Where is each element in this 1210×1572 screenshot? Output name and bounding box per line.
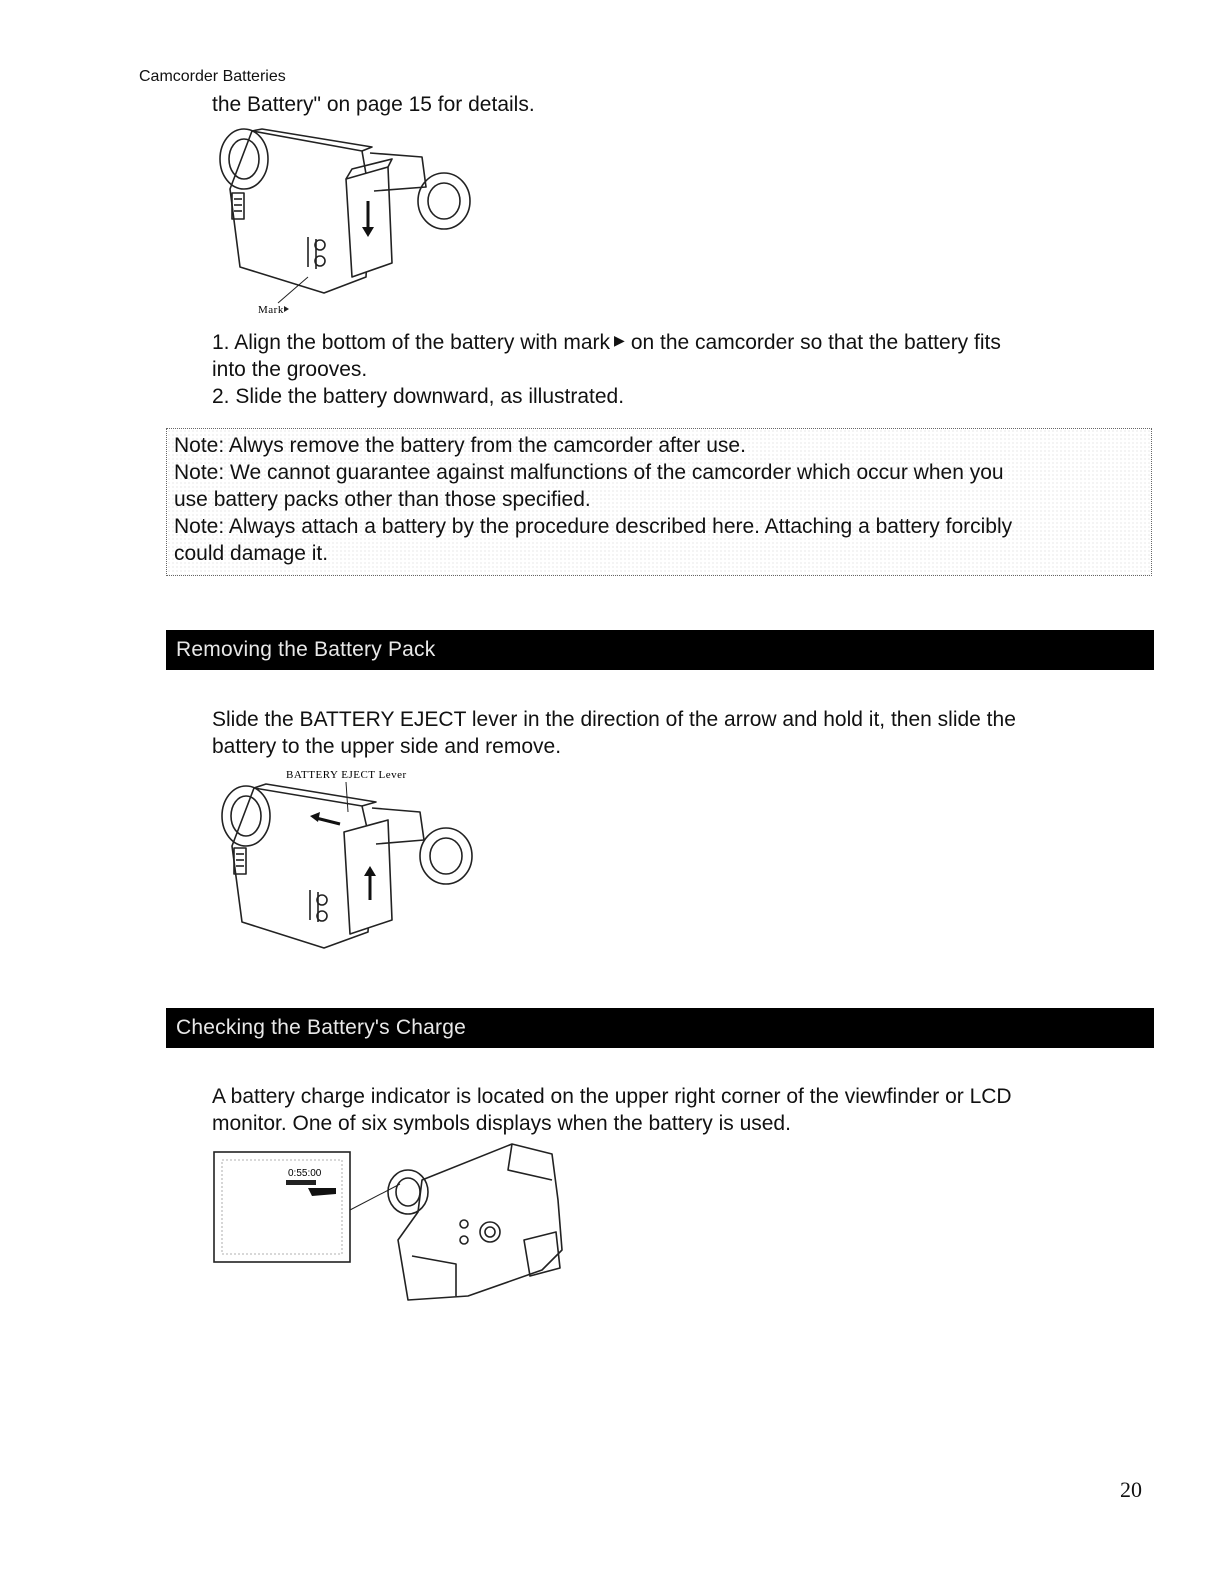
lens-barrel [220, 129, 268, 189]
battery-eject-lever-label: BATTERY EJECT Lever [286, 769, 407, 781]
step-1-continued: into the grooves. [212, 358, 368, 381]
step-2: 2. Slide the battery downward, as illustrated. [212, 385, 625, 408]
page-number: 20 [1120, 1477, 1142, 1502]
note-attach-line2: could damage it. [174, 542, 329, 565]
note-guarantee-line1: Note: We cannot guarantee against malfunctions of the camcorder which occur when you [174, 461, 1004, 484]
mark-label: Mark [258, 304, 284, 316]
mark-arrow-icon: ▶ [614, 332, 625, 348]
note-guarantee-line2: use battery packs other than those specified. [174, 488, 591, 511]
note-remove-after-use: Note: Alwys remove the battery from the camcorder after use. [174, 434, 746, 457]
removing-paragraph: Slide the BATTERY EJECT lever in the direction of the arrow and hold it, then slide the battery to the upper side and remove. [212, 708, 1016, 758]
intro-continued-text: the Battery" on page 15 for details. [212, 93, 535, 116]
step-1: 1. Align the bottom of the battery with mark ▶ on the camcorder so that the battery fits [212, 327, 1142, 356]
note-attach-line1: Note: Always attach a battery by the procedure described here. Attaching a battery forcibly [174, 515, 1013, 538]
mark-arrow-icon [284, 306, 289, 312]
checking-paragraph: A battery charge indicator is located on the upper right corner of the viewfinder or LCD monitor. One of six symbols displays when the battery is used. [212, 1085, 1012, 1135]
section-heading-checking: Checking the Battery's Charge [166, 1008, 1154, 1048]
attach-steps [212, 327, 1142, 410]
display-time: 0:55:00 [288, 1168, 322, 1179]
running-header: Camcorder Batteries [139, 68, 286, 85]
eyecup [388, 1170, 428, 1214]
viewfinder-display [214, 1152, 350, 1262]
battery-indicator-illustration [212, 1140, 566, 1302]
battery-eject-illustration [212, 760, 480, 952]
notes-box [166, 428, 1152, 576]
battery-attach-illustration [212, 117, 480, 317]
eyecup [418, 173, 470, 229]
battery-indicator-icon [308, 1188, 336, 1196]
section-heading-removing: Removing the Battery Pack [166, 630, 1154, 670]
camcorder-rear [398, 1144, 562, 1300]
eject-left-arrow-icon [310, 812, 340, 824]
battery-pack [344, 820, 392, 934]
